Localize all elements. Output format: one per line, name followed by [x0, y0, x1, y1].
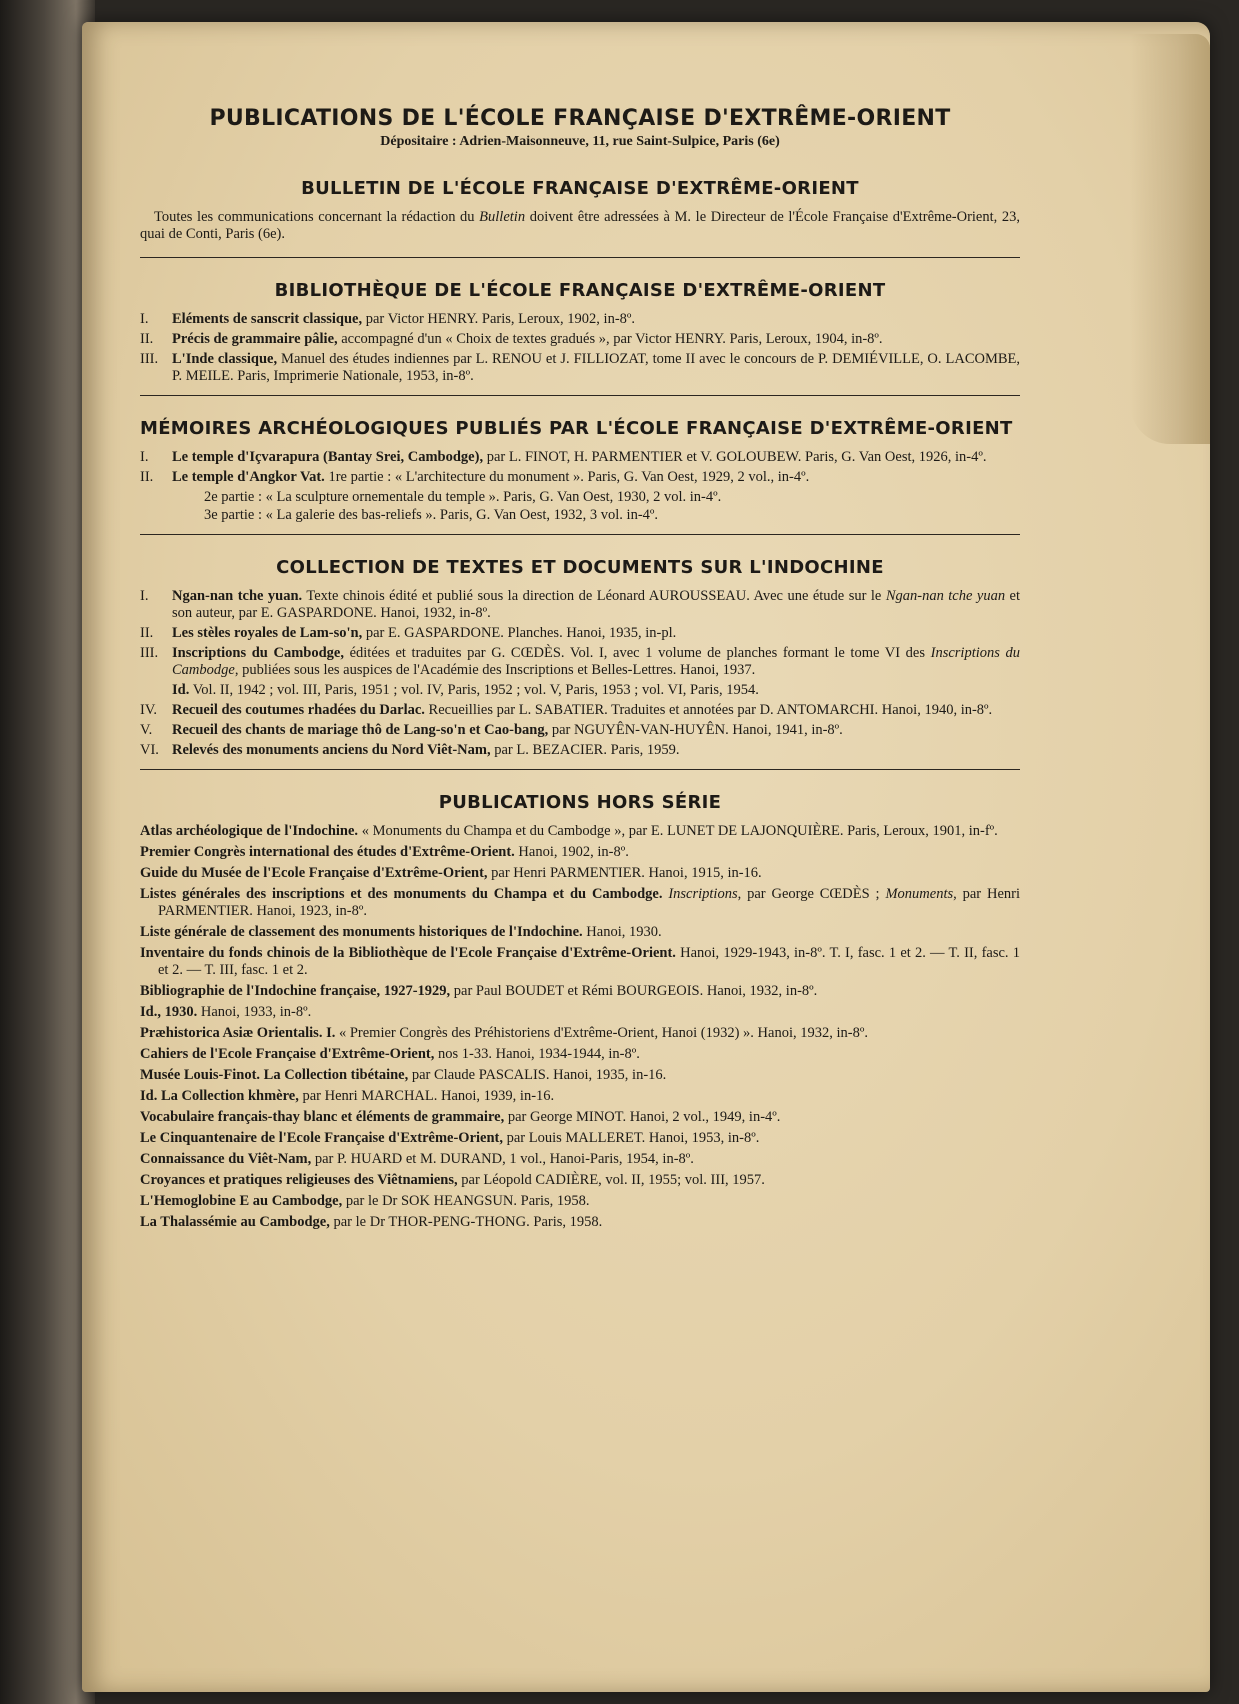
entry-title: Id. — [172, 682, 190, 698]
note-italic: Bulletin — [479, 209, 526, 225]
section-collection — [140, 559, 1020, 770]
entry-details: par Léopold CADIÈRE, vol. II, 1955; vol. III, 1957. — [457, 1172, 765, 1188]
section-memoires — [140, 420, 1020, 535]
entry-number: I. — [140, 588, 149, 604]
entry-details: Manuel des études indiennes par L. RENOU et J. FILLIOZAT, tome II avec le concours de P. DEMIÉVILLE, O. LACOMBE, P. MEILE. Paris, Imprimerie Nationale, 1953, in-8º. — [172, 351, 1021, 384]
entry-title: Croyances et pratiques religieuses des Viêtnamiens, — [140, 1172, 458, 1188]
entry-title: Id., 1930. — [140, 1004, 198, 1020]
entry-number: VI. — [140, 742, 159, 758]
entry-title: Id. La Collection khmère, — [140, 1088, 299, 1104]
entry-title: Ngan-nan tche yuan. — [172, 588, 303, 604]
entry-details: par George MINOT. Hanoi, 2 vol., 1949, in-4º. — [504, 1109, 781, 1125]
main-title: PUBLICATIONS DE L'ÉCOLE FRANÇAISE D'EXTRÊME-ORIENT — [209, 106, 951, 131]
list-item — [140, 742, 1020, 759]
bulletin-note — [140, 209, 1020, 243]
entry-title: L'Inde classique, — [172, 351, 278, 367]
entry-title: Recueil des coutumes rhadées du Darlac. — [172, 702, 425, 718]
entry-details: par Henri MARCHAL. Hanoi, 1939, in-16. — [298, 1088, 555, 1104]
entry-details: par Victor HENRY. Paris, Leroux, 1902, in-8º. — [362, 311, 636, 327]
entry-details: par Claude PASCALIS. Hanoi, 1935, in-16. — [408, 1067, 667, 1083]
entry-italic: Ngan-nan tche yuan — [885, 588, 1006, 604]
entry-title: Relevés des monuments anciens du Nord Viêt-Nam, — [172, 742, 491, 758]
entry-details: par E. GASPARDONE. Planches. Hanoi, 1935, in-pl. — [362, 625, 677, 641]
section-hors-serie — [140, 794, 1020, 1231]
entry-details: Texte chinois édité et publié sous la direction de Léonard AUROUSSEAU. Avec une étude sur le — [302, 588, 886, 604]
entry-details: par L. FINOT, H. PARMENTIER et V. GOLOUBEW. Paris, G. Van Oest, 1926, in-4º. — [483, 449, 987, 465]
divider — [140, 769, 1020, 770]
list-item — [140, 311, 1020, 328]
list-item — [140, 823, 1020, 840]
entry-details: par Paul BOUDET et Rémi BOURGEOIS. Hanoi, 1932, in-8º. — [450, 983, 818, 999]
note-text-end: doivent être adressées à M. le Directeur de l'École Française d'Extrême-Orient, 23, quai de Conti, Paris (6e). — [140, 209, 1020, 242]
entry-title: L'Hemoglobine E au Cambodge, — [140, 1193, 343, 1209]
entry-title: Bibliographie de l'Indochine française, 1927-1929, — [140, 983, 451, 999]
entry-title: Præhistorica Asiæ Orientalis. I. — [140, 1025, 336, 1041]
list-item — [140, 588, 1020, 622]
list-item — [140, 722, 1020, 739]
sub-entry: 3e partie : « La galerie des bas-reliefs ». Paris, G. Van Oest, 1932, 3 vol. in-4º. — [204, 507, 659, 523]
list-item — [140, 449, 1020, 466]
entry-details: « Premier Congrès des Préhistoriens d'Extrême-Orient, Hanoi (1932) ». Hanoi, 1932, in-8º. — [335, 1025, 868, 1041]
entry-details: par P. HUARD et M. DURAND, 1 vol., Hanoi-Paris, 1954, in-8º. — [311, 1151, 694, 1167]
entry-title: Vocabulaire français-thay blanc et éléments de grammaire, — [140, 1109, 505, 1125]
list-item — [140, 1109, 1020, 1126]
list-item — [140, 945, 1020, 979]
divider — [140, 395, 1020, 396]
list-item — [140, 702, 1020, 719]
list-item — [140, 1172, 1020, 1189]
entry-title: Cahiers de l'Ecole Française d'Extrême-Orient, — [140, 1046, 435, 1062]
entry-details: , par Henri PARMENTIER. Hanoi, 1923, in-8º. — [158, 886, 1020, 919]
list-item — [140, 625, 1020, 642]
entry-number: III. — [140, 645, 159, 661]
entry-number: II. — [140, 331, 154, 347]
entry-number: I. — [140, 449, 149, 465]
entry-title: Musée Louis-Finot. La Collection tibétaine, — [140, 1067, 409, 1083]
list-item — [140, 351, 1020, 385]
section-title-memoires: MÉMOIRES ARCHÉOLOGIQUES PUBLIÉS PAR L'ÉCOLE FRANÇAISE D'EXTRÊME-ORIENT — [140, 418, 1013, 439]
sub-entry: 2e partie : « La sculpture ornementale du temple ». Paris, G. Van Oest, 1930, 2 vol. in-4º. — [204, 489, 722, 505]
entry-number: IV. — [140, 702, 158, 718]
entry-number: II. — [140, 469, 154, 485]
entry-italic: Monuments — [885, 886, 954, 902]
entry-title: Atlas archéologique de l'Indochine. — [140, 823, 359, 839]
list-item — [140, 844, 1020, 861]
section-title-bibliotheque: BIBLIOTHÈQUE DE L'ÉCOLE FRANÇAISE D'EXTRÊME-ORIENT — [274, 280, 886, 301]
entry-number: I. — [140, 311, 149, 327]
entry-details: par Henri PARMENTIER. Hanoi, 1915, in-16. — [487, 865, 762, 881]
entry-details: Hanoi, 1902, in-8º. — [514, 844, 629, 860]
list-item — [140, 1214, 1020, 1231]
entry-title: Les stèles royales de Lam-so'n, — [172, 625, 363, 641]
entry-title: Le temple d'Içvarapura (Bantay Srei, Cambodge), — [172, 449, 484, 465]
book-spine-shadow — [0, 0, 95, 1704]
list-item — [140, 1046, 1020, 1063]
worn-page-edge — [1130, 34, 1210, 444]
entry-details: accompagné d'un « Choix de textes gradués », par Victor HENRY. Paris, Leroux, 1904, in-8º. — [337, 331, 883, 347]
entry-title: Le Cinquantenaire de l'Ecole Française d'Extrême-Orient, — [140, 1130, 503, 1146]
entry-details: Hanoi, 1930. — [582, 924, 662, 940]
section-title-bulletin: BULLETIN DE L'ÉCOLE FRANÇAISE D'EXTRÊME-ORIENT — [301, 178, 859, 199]
entry-details: éditées et traduites par G. CŒDÈS. Vol. I, avec 1 volume de planches formant le tome VI des — [343, 645, 931, 661]
entry-title: Le temple d'Angkor Vat. — [172, 469, 325, 485]
entry-italic: Inscriptions — [668, 886, 738, 902]
entry-number: III. — [140, 351, 159, 367]
entry-title: Eléments de sanscrit classique, — [172, 311, 363, 327]
entry-title: Précis de grammaire pâlie, — [172, 331, 338, 347]
entry-details: Hanoi, 1933, in-8º. — [197, 1004, 312, 1020]
entry-title: Premier Congrès international des études d'Extrême-Orient. — [140, 844, 515, 860]
list-item — [140, 645, 1020, 679]
list-item — [140, 886, 1020, 920]
entry-details: nos 1-33. Hanoi, 1934-1944, in-8º. — [434, 1046, 640, 1062]
section-bulletin — [140, 180, 1020, 258]
entry-title: Listes générales des inscriptions et des monuments du Champa et du Cambodge. — [140, 886, 663, 902]
note-text: Toutes les communications concernant la rédaction du — [154, 209, 480, 225]
list-item — [140, 331, 1020, 348]
list-item — [140, 1004, 1020, 1021]
list-item — [140, 983, 1020, 1000]
entry-details: « Monuments du Champa et du Cambodge », par E. LUNET DE LAJONQUIÈRE. Paris, Leroux, 1901, in-fº. — [358, 823, 998, 839]
entry-title: Inventaire du fonds chinois de la Bibliothèque de l'Ecole Française d'Extrême-Orient. — [140, 945, 676, 961]
list-item — [140, 1130, 1020, 1147]
entry-details: par L. BEZACIER. Paris, 1959. — [490, 742, 680, 758]
entry-details: Recueillies par L. SABATIER. Traduites et annotées par D. ANTOMARCHI. Hanoi, 1940, in-8º. — [424, 702, 993, 718]
entry-details: , par George CŒDÈS ; — [737, 886, 886, 902]
list-item — [140, 1193, 1020, 1210]
page-content — [140, 106, 1021, 1235]
entry-title: Guide du Musée de l'Ecole Française d'Extrême-Orient, — [140, 865, 488, 881]
entry-details: par le Dr SOK HEANGSUN. Paris, 1958. — [342, 1193, 590, 1209]
section-bibliotheque — [140, 282, 1020, 396]
entry-title: Recueil des chants de mariage thô de Lang-so'n et Cao-bang, — [172, 722, 549, 738]
list-item — [140, 1067, 1020, 1084]
entry-number: V. — [140, 722, 153, 738]
entry-number: II. — [140, 625, 154, 641]
list-item — [140, 469, 1020, 486]
section-title-hors-serie: PUBLICATIONS HORS SÉRIE — [438, 792, 722, 813]
entry-details: par NGUYÊN-VAN-HUYÊN. Hanoi, 1941, in-8º. — [548, 722, 843, 738]
divider — [140, 257, 1020, 258]
list-item — [140, 1151, 1020, 1168]
entry-details: Hanoi, 1929-1943, in-8º. T. I, fasc. 1 et 2. — T. II, fasc. 1 et 2. — T. III, fasc. 1 et 2. — [158, 945, 1020, 978]
entry-italic: Inscriptions du Cambodge — [172, 645, 1021, 678]
entry-details: par le Dr THOR-PENG-THONG. Paris, 1958. — [329, 1214, 603, 1230]
list-item — [140, 865, 1020, 882]
list-item — [140, 924, 1020, 941]
entry-details: 1re partie : « L'architecture du monument ». Paris, G. Van Oest, 1929, 2 vol., in-4º. — [324, 469, 810, 485]
divider — [140, 534, 1020, 535]
entry-title: Inscriptions du Cambodge, — [172, 645, 344, 661]
sub-entry — [140, 682, 1020, 699]
entry-title: Liste générale de classement des monuments historiques de l'Indochine. — [140, 924, 583, 940]
entry-title: La Thalassémie au Cambodge, — [140, 1214, 330, 1230]
entry-details: par Louis MALLERET. Hanoi, 1953, in-8º. — [503, 1130, 760, 1146]
entry-details: , publiées sous les auspices de l'Académie des Inscriptions et Belles-Lettres. Hanoi, 1937. — [234, 662, 756, 678]
list-item — [140, 1088, 1020, 1105]
entry-details: et son auteur, par E. GASPARDONE. Hanoi, 1932, in-8º. — [172, 588, 1021, 621]
entry-title: Connaissance du Viêt-Nam, — [140, 1151, 312, 1167]
list-item — [140, 1025, 1020, 1042]
entry-details: Vol. II, 1942 ; vol. III, Paris, 1951 ; vol. IV, Paris, 1952 ; vol. V, Paris, 1953 ; vol. VI, Paris, 1954. — [189, 682, 759, 698]
depositaire-line: Dépositaire : Adrien-Maisonneuve, 11, rue Saint-Sulpice, Paris (6e) — [380, 134, 780, 149]
section-title-collection: COLLECTION DE TEXTES ET DOCUMENTS SUR L'INDOCHINE — [276, 557, 884, 578]
